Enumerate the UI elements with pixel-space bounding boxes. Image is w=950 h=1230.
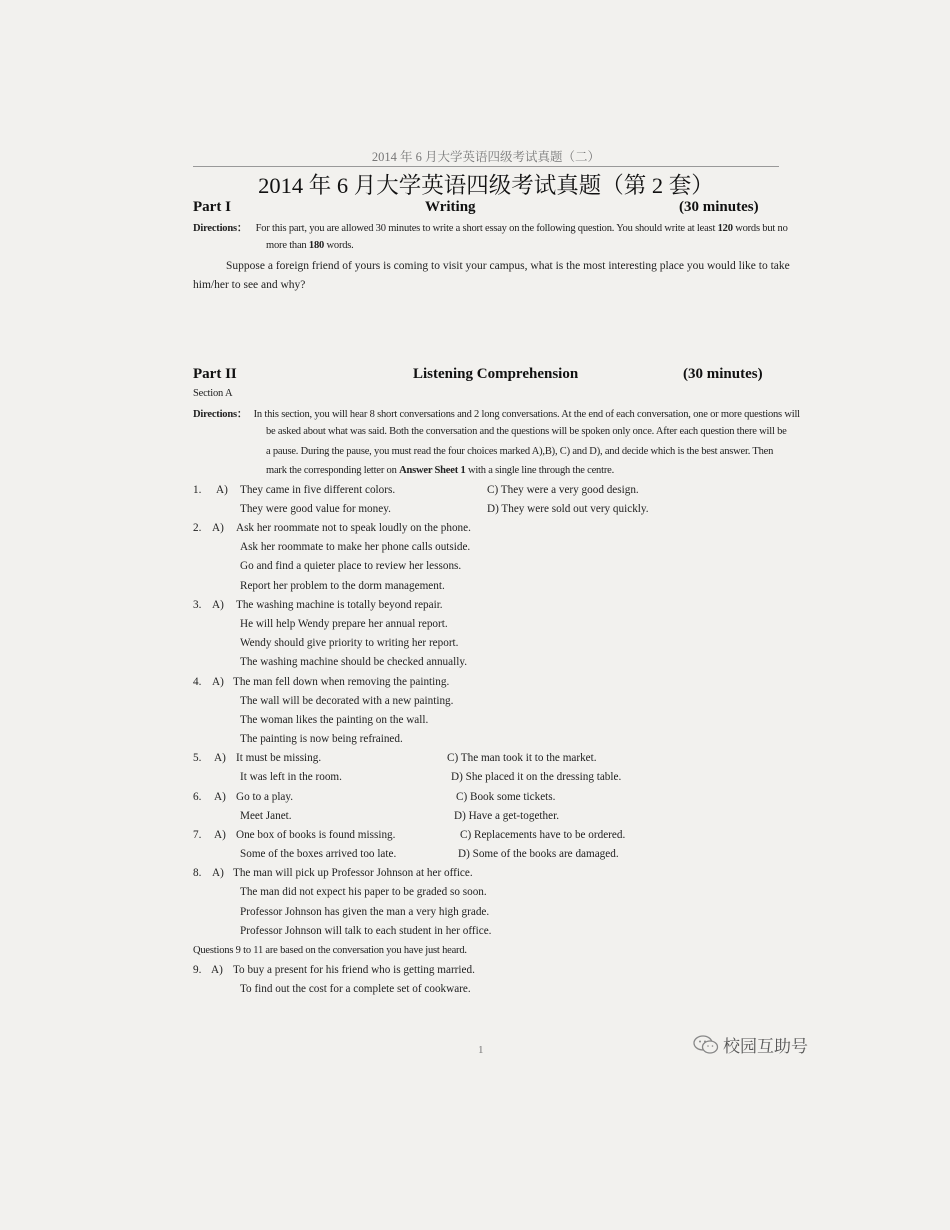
option-c: C) Replacements have to be ordered. <box>460 829 626 841</box>
part1-directions-line1: Directions： For this part, you are allowed 30 minutes to write a short essay on the following question. You should write at least 120 words but no <box>193 223 788 234</box>
question-number: 8. <box>193 867 202 879</box>
option-c: C) Book some tickets. <box>456 791 556 803</box>
option-letter: A) <box>211 964 223 976</box>
option-b: The wall will be decorated with a new painting. <box>240 695 454 707</box>
min-words: 120 <box>717 223 733 234</box>
option-b: Some of the boxes arrived too late. <box>240 848 397 860</box>
option-letter: A) <box>212 676 224 688</box>
q9-11-note: Questions 9 to 11 are based on the conversation you have just heard. <box>193 945 467 956</box>
running-header: 2014 年 6 月大学英语四级考试真题（二） <box>371 150 601 164</box>
option-c: C) They were a very good design. <box>487 484 639 496</box>
option-a: The washing machine is totally beyond repair. <box>236 599 443 611</box>
question-number: 3. <box>193 599 202 611</box>
option-d: D) She placed it on the dressing table. <box>451 771 622 783</box>
part2-label: Part II <box>193 366 237 382</box>
option-d: D) Some of the books are damaged. <box>458 848 619 860</box>
question-number: 6. <box>193 791 202 803</box>
watermark-text: 校园互助号 <box>723 1037 808 1057</box>
question-number: 5. <box>193 752 202 764</box>
option-a: It must be missing. <box>236 752 322 764</box>
part1-label: Part I <box>193 199 231 215</box>
option-letter: A) <box>212 867 224 879</box>
part2-directions-label: Directions： <box>193 409 248 420</box>
writing-prompt-line2: him/her to see and why? <box>193 279 306 291</box>
option-b: Ask her roommate to make her phone calls outside. <box>240 541 471 553</box>
option-letter: A) <box>214 791 226 803</box>
option-letter: A) <box>214 829 226 841</box>
document-title: 2014 年 6 月大学英语四级考试真题（第 2 套） <box>258 173 714 198</box>
option-a: The man fell down when removing the painting. <box>233 676 450 688</box>
option-letter: A) <box>212 599 224 611</box>
question-number: 7. <box>193 829 202 841</box>
option-d: The washing machine should be checked annually. <box>240 656 467 668</box>
question-number: 2. <box>193 522 202 534</box>
option-b: He will help Wendy prepare her annual report. <box>240 618 448 630</box>
answer-sheet-ref: Answer Sheet 1 <box>399 465 466 476</box>
option-b: They were good value for money. <box>240 503 391 515</box>
option-b: It was left in the room. <box>240 771 342 783</box>
writing-prompt-line1: Suppose a foreign friend of yours is coming to visit your campus, what is the most interesting place you would like to take <box>226 260 790 272</box>
part2-name: Listening Comprehension <box>413 366 579 382</box>
option-a: One box of books is found missing. <box>236 829 396 841</box>
part1-directions-label: Directions： <box>193 223 248 234</box>
header-divider <box>193 166 779 167</box>
option-letter: A) <box>212 522 224 534</box>
option-c: Go and find a quieter place to review her lessons. <box>240 560 462 572</box>
option-letter: A) <box>216 484 228 496</box>
option-b: The man did not expect his paper to be graded so soon. <box>240 886 487 898</box>
option-c: The woman likes the painting on the wall. <box>240 714 429 726</box>
question-number: 1. <box>193 484 202 496</box>
option-c: C) The man took it to the market. <box>447 752 597 764</box>
option-letter: A) <box>214 752 226 764</box>
part2-time: (30 minutes) <box>683 366 763 382</box>
watermark <box>693 1032 808 1060</box>
part2-directions-line3: a pause. During the pause, you must read the four choices marked A),B), C) and D), and decide which is the best answer. Then <box>266 446 774 457</box>
option-d: D) Have a get-together. <box>454 810 559 822</box>
part2-directions-line1: Directions： In this section, you will hear 8 short conversations and 2 long conversations. At the end of each conversation, one or more questions will <box>193 409 800 420</box>
option-d: The painting is now being refrained. <box>240 733 403 745</box>
question-number: 4. <box>193 676 202 688</box>
option-d: D) They were sold out very quickly. <box>487 503 649 515</box>
option-a: Go to a play. <box>236 791 294 803</box>
option-a: To buy a present for his friend who is getting married. <box>233 964 475 976</box>
option-b: Meet Janet. <box>240 810 292 822</box>
max-words: 180 <box>308 240 325 251</box>
option-c: Professor Johnson has given the man a very high grade. <box>240 906 490 918</box>
page-number: 1 <box>478 1044 484 1056</box>
question-number: 9. <box>193 964 202 976</box>
option-b: To find out the cost for a complete set of cookware. <box>240 983 471 995</box>
wechat-icon <box>693 1035 719 1060</box>
option-d: Professor Johnson will talk to each student in her office. <box>240 925 492 937</box>
part1-directions-line2: more than 180 words. <box>266 240 354 251</box>
section-a-label: Section A <box>193 388 233 399</box>
option-a: Ask her roommate not to speak loudly on the phone. <box>236 522 471 534</box>
option-d: Report her problem to the dorm management. <box>240 580 445 592</box>
part1-name: Writing <box>425 199 476 215</box>
option-c: Wendy should give priority to writing her report. <box>240 637 459 649</box>
part2-directions-line2: be asked about what was said. Both the conversation and the questions will be spoken only once. After each question there will be <box>266 426 787 437</box>
option-a: The man will pick up Professor Johnson at her office. <box>233 867 473 879</box>
option-a: They came in five different colors. <box>240 484 396 496</box>
part1-time: (30 minutes) <box>679 199 759 215</box>
part2-directions-line4: mark the corresponding letter on Answer Sheet 1 with a single line through the centre. <box>266 465 615 476</box>
